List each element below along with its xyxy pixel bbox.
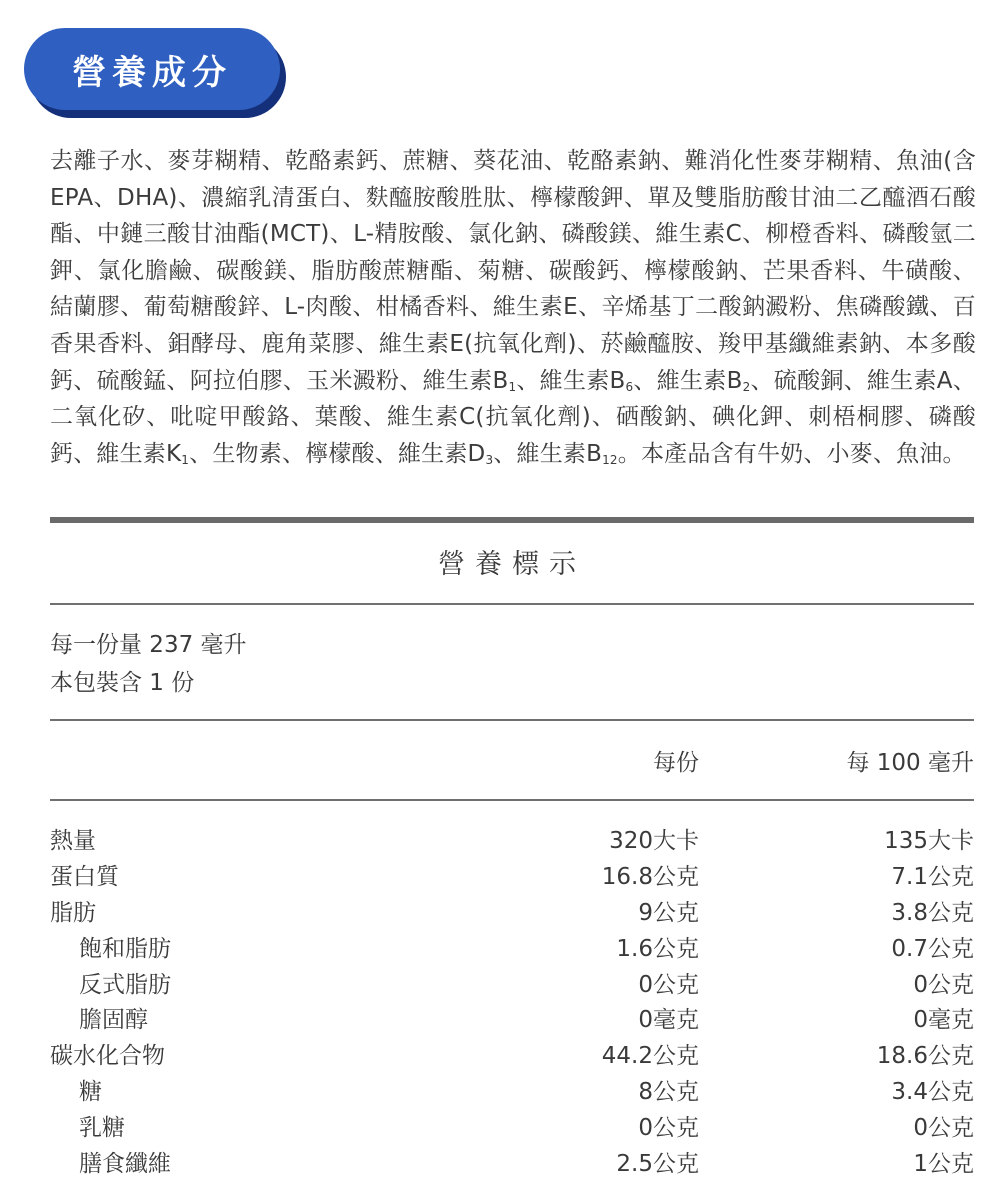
nutrient-name: 蛋白質 bbox=[50, 863, 119, 890]
per-serving-value: 2.5公克 bbox=[616, 1151, 699, 1178]
per-100ml-value: 0公克 bbox=[913, 1115, 974, 1142]
panel-title: 營養標示 bbox=[438, 549, 586, 580]
nutrient-name: 碳水化合物 bbox=[50, 1043, 165, 1070]
subscript: 1 bbox=[181, 452, 190, 467]
ingredient-text: 、維生素B bbox=[516, 367, 626, 394]
table-row bbox=[50, 822, 974, 858]
nutrient-name: 乳糖 bbox=[79, 1115, 125, 1142]
ingredient-text: 、生物素、檸檬酸、維生素D bbox=[189, 440, 486, 467]
per-100ml-value: 135大卡 bbox=[884, 828, 974, 854]
table-row bbox=[50, 1001, 974, 1037]
per-serving-value: 0公克 bbox=[638, 1115, 699, 1142]
per-100ml-value: 18.6公克 bbox=[876, 1043, 974, 1070]
nutrient-name: 膽固醇 bbox=[79, 1007, 148, 1034]
subscript: 3 bbox=[485, 452, 494, 467]
per-100ml-value: 1公克 bbox=[913, 1151, 974, 1178]
per-100ml-value: 0.7公克 bbox=[891, 935, 974, 962]
table-row bbox=[50, 1037, 974, 1073]
section-badge bbox=[24, 28, 286, 120]
divider bbox=[50, 719, 974, 721]
table-row bbox=[50, 1109, 974, 1145]
per-serving-value: 0公克 bbox=[638, 971, 699, 998]
per-100ml-value: 0毫克 bbox=[913, 1007, 974, 1034]
column-header-per-serving: 每份 bbox=[653, 750, 699, 776]
thick-divider bbox=[50, 517, 974, 523]
ingredient-list bbox=[50, 143, 976, 472]
divider bbox=[50, 799, 974, 801]
per-serving-value: 16.8公克 bbox=[601, 863, 699, 890]
nutrient-name: 飽和脂肪 bbox=[79, 935, 171, 962]
per-serving-value: 44.2公克 bbox=[601, 1043, 699, 1070]
badge-title: 營養成分 bbox=[72, 52, 232, 93]
subscript: 2 bbox=[742, 379, 751, 394]
per-100ml-value: 0公克 bbox=[913, 971, 974, 998]
serving-size: 每一份量 237 毫升 bbox=[50, 632, 247, 658]
ingredient-text: 。本產品含有牛奶、小麥、魚油。 bbox=[617, 440, 966, 467]
nutrition-table bbox=[50, 822, 974, 1179]
ingredient-text: 、維生素B bbox=[493, 440, 603, 467]
table-row bbox=[50, 858, 974, 894]
subscript: 12 bbox=[602, 452, 618, 467]
nutrient-name: 膳食纖維 bbox=[79, 1151, 171, 1178]
per-100ml-value: 3.8公克 bbox=[891, 899, 974, 926]
per-serving-value: 0毫克 bbox=[638, 1007, 699, 1034]
ingredient-text: 、硫酸銅、維生素A、二氧化矽、吡啶甲酸鉻、葉酸、維生素C(抗氧化劑)、硒酸鈉、碘化鉀、刺梧桐膠、磷酸鈣、維生素K bbox=[50, 367, 977, 467]
nutrient-name: 脂肪 bbox=[50, 899, 96, 926]
table-row bbox=[50, 966, 974, 1002]
per-serving-value: 1.6公克 bbox=[616, 935, 699, 962]
subscript: 1 bbox=[508, 379, 517, 394]
subscript: 6 bbox=[625, 379, 634, 394]
table-row bbox=[50, 930, 974, 966]
ingredient-text: 去離子水、麥芽糊精、乾酪素鈣、蔗糖、葵花油、乾酪素鈉、難消化性麥芽糊精、魚油(含EPA、DHA)、濃縮乳清蛋白、麩醯胺酸胜肽、檸檬酸鉀、單及雙脂肪酸甘油二乙醯酒石酸酯、中鏈三酸甘油酯(MCT)、L-精胺酸、氯化鈉、磷酸鎂、維生素C、柳橙香料、磷酸氫二鉀、氯化膽鹼、碳酸鎂、脂肪酸蔗糖酯、菊糖、碳酸鈣、檸檬酸鈉、芒果香料、牛磺酸、結蘭膠、葡萄糖酸鋅、L-肉酸、柑橘香料、維生素E、辛烯基丁二酸鈉澱粉、焦磷酸鐵、百香果香料、鉬酵母、鹿角菜膠、維生素E(抗氧化劑)、菸鹼醯胺、羧甲基纖維素鈉、本多酸鈣、硫酸錳、阿拉伯膠、玉米澱粉、維生素B bbox=[50, 148, 976, 394]
table-row bbox=[50, 894, 974, 930]
nutrient-name: 反式脂肪 bbox=[79, 971, 171, 998]
per-serving-value: 8公克 bbox=[638, 1079, 699, 1106]
table-row bbox=[50, 1145, 974, 1179]
per-100ml-value: 7.1公克 bbox=[891, 863, 974, 890]
divider bbox=[50, 603, 974, 605]
nutrient-name: 糖 bbox=[79, 1079, 102, 1106]
per-100ml-value: 3.4公克 bbox=[891, 1079, 974, 1106]
badge-pill bbox=[24, 28, 280, 110]
servings-per-pack: 本包裝含 1 份 bbox=[50, 670, 195, 696]
per-serving-value: 9公克 bbox=[638, 899, 699, 926]
table-row bbox=[50, 1073, 974, 1109]
nutrient-name: 熱量 bbox=[50, 828, 96, 854]
ingredient-text: 、維生素B bbox=[633, 367, 743, 394]
column-header-per-100ml: 每 100 毫升 bbox=[846, 750, 974, 776]
per-serving-value: 320大卡 bbox=[609, 828, 699, 854]
